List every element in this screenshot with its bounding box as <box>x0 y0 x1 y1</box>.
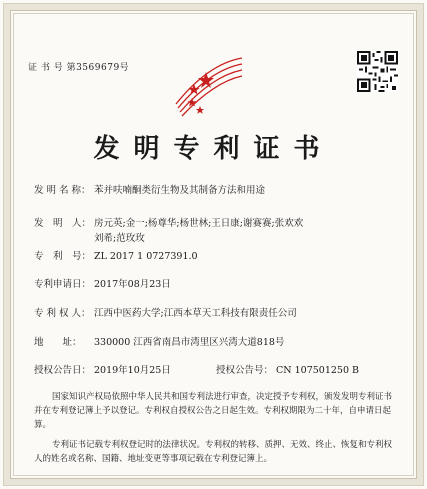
note-paragraph: 专利证书记载专利权登记时的法律状况。专利权的转移、质押、无效、终止、恢复和专利权人的姓名或名称、国籍、地址变更等事项记载在专利登记簿上。 <box>34 440 393 464</box>
announcement-date-label: 授权公告日： <box>34 365 92 376</box>
note-paragraph: 国家知识产权局依照中华人民共和国专利法进行审查，决定授予专利权，颁发发明专利证书并在专利登记簿上予以登记。专利权自授权公告之日起生效。专利权期限为二十年，自申请日起算。 <box>34 392 393 430</box>
patent-number-value: ZL 2017 1 0727391.0 <box>94 251 198 262</box>
patent-office-emblem-icon <box>172 54 244 120</box>
certificate-title: 发明专利证书 <box>93 134 334 164</box>
announcement-number-value: CN 107501250 B <box>276 365 359 376</box>
qr-code-icon <box>357 51 398 92</box>
filing-date-value: 2017年08月23日 <box>94 279 171 290</box>
filing-date-label: 专利申请日： <box>34 279 92 290</box>
certificate-number: 证 书 号 第3569679号 <box>28 63 130 73</box>
announcement-number-label: 授权公告号： <box>216 365 274 376</box>
address-label: 地 址： <box>34 337 82 348</box>
invention-name-value: 苯并呋喃酮类衍生物及其制备方法和用途 <box>94 185 266 196</box>
inventors-label: 发 明 人： <box>34 218 92 229</box>
announcement-date-value: 2019年10月25日 <box>94 365 171 376</box>
inventors-value-line2: 刘希;范玫玫 <box>94 233 145 244</box>
patentee-value: 江西中医药大学;江西本草天工科技有限责任公司 <box>94 308 297 319</box>
patentee-label: 专 利 权 人： <box>34 308 91 319</box>
patent-number-label: 专 利 号： <box>34 251 92 262</box>
address-value: 330000 江西省南昌市湾里区兴湾大道818号 <box>94 337 285 348</box>
certificate-notes <box>34 390 396 472</box>
invention-name-label: 发 明 名 称： <box>34 185 91 196</box>
inventors-value: 房元英;金一;杨尊华;杨世林;王日康;谢赛赛;张欢欢 <box>94 218 304 229</box>
